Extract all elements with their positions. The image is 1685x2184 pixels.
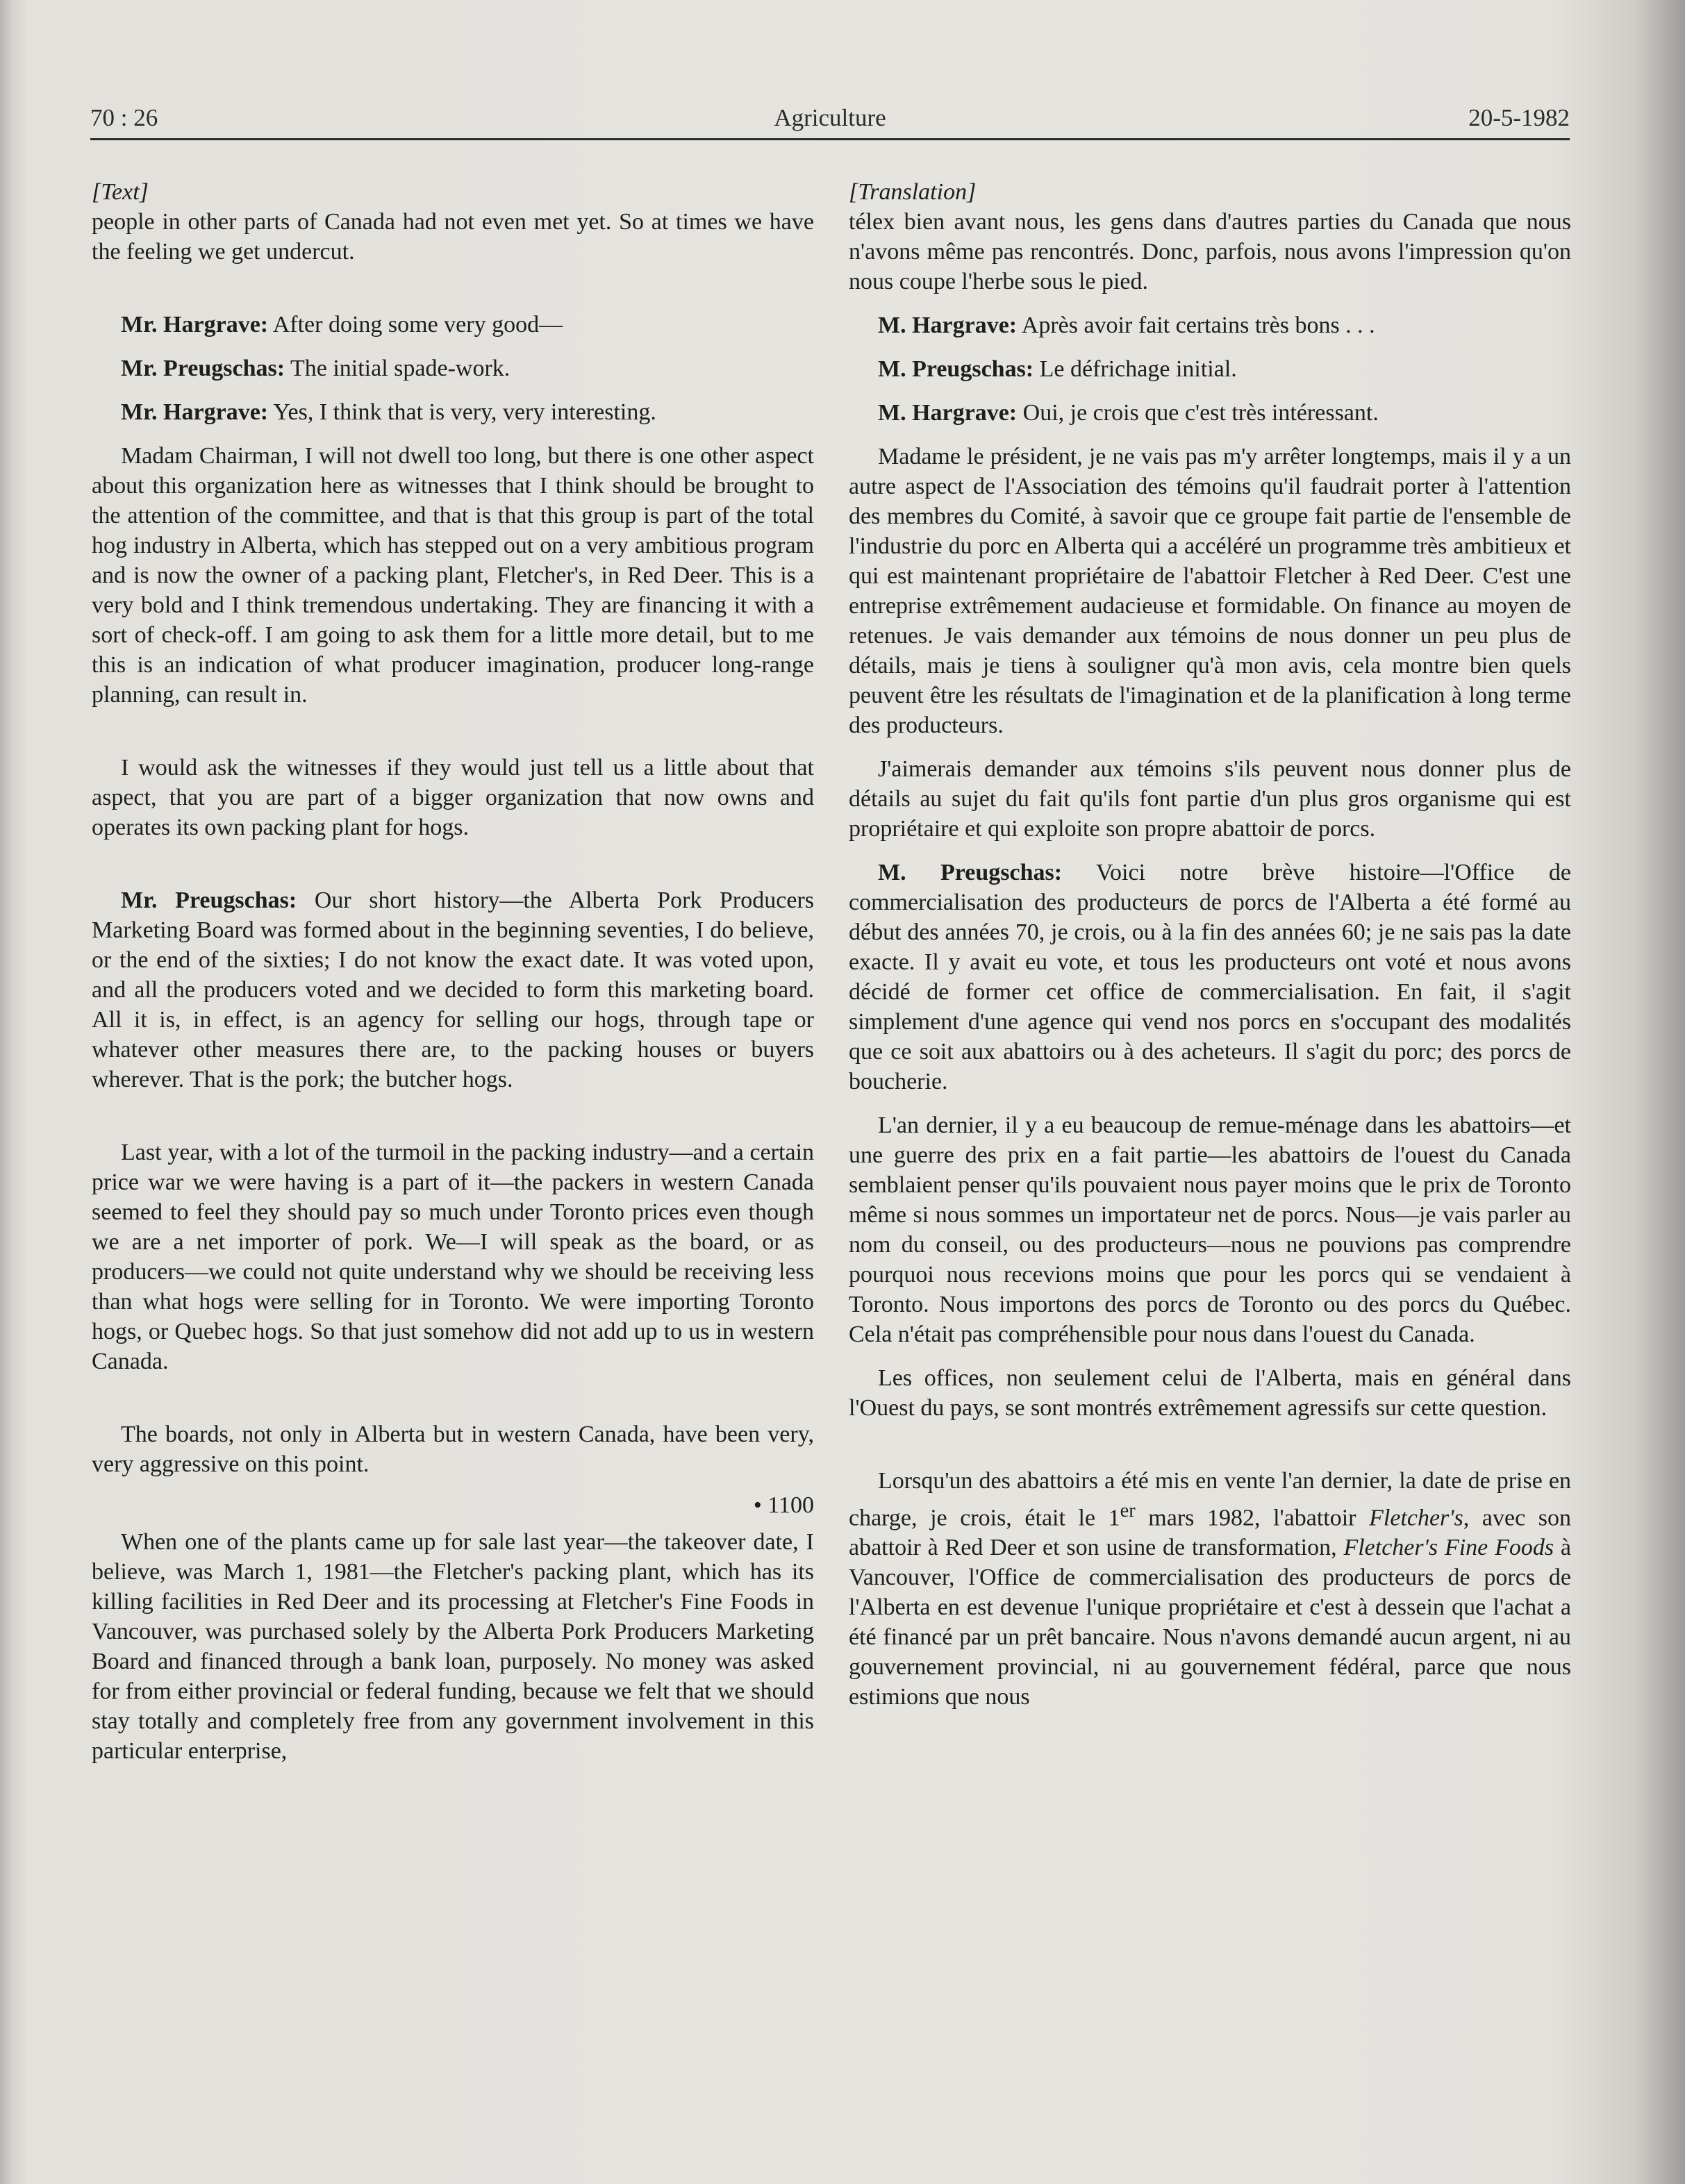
french-column — [849, 177, 1571, 1726]
paragraph: Les offices, non seulement celui de l'Alberta, mais en général dans l'Ouest du pays, se sont montrés extrêmement agressifs sur cette question. — [849, 1365, 1571, 1421]
running-title: Agriculture — [774, 104, 886, 131]
dialogue-line — [92, 353, 814, 383]
speech-text: Oui, je crois que c'est très intéressant. — [1017, 400, 1379, 426]
paragraph: Last year, with a lot of the turmoil in the packing industry—and a certain price war we were having is a part of it—the packers in western Canada seemed to feel they should pay so much under Toronto prices even though we are a net importer of pork. We—I will speak as the board, or as producers—we could not quite understand why we should be receiving less than what hogs were selling for in Toronto. We were importing Toronto hogs, or Quebec hogs. So that just somehow did not add up to us in western Canada. — [92, 1140, 814, 1374]
speech-text: After doing some very good— — [268, 312, 563, 337]
speaker-name: M. Hargrave: — [878, 312, 1018, 338]
paragraph: télex bien avant nous, les gens dans d'autres parties du Canada que nous n'avons même pas rencontrés. Donc, parfois, nous avons l'impression qu'on nous coupe l'herbe sous le pied. — [849, 209, 1571, 294]
speech-text: Le défrichage initial. — [1034, 356, 1237, 382]
speech-text: The initial spade-work. — [285, 356, 511, 381]
dialogue-line — [92, 885, 814, 1094]
speaker-name: M. Preugschas: — [878, 356, 1034, 382]
paragraph: Madame le président, je ne vais pas m'y arrêter longtemps, mais il y a un autre aspect de l'Association des témoins qu'il faudrait porter à l'attention des membres du Comité, à savoir que ce groupe fait partie de l'ensemble de l'industrie du porc en Alberta qui a accéléré un programme très ambitieux et qui est maintenant propriétaire de l'abattoir Fletcher à Red Deer. C'est une entreprise extrêmement audacieuse et formidable. On finance au moyen de retenues. Je vais demander aux témoins de nous donner un peu plus de détails, mais je tiens à souligner qu'à mon avis, cela montre bien quels peuvent être les résultats de l'imagination et de la planification à long terme des producteurs. — [849, 444, 1571, 738]
paragraph: Madam Chairman, I will not dwell too long, but there is one other aspect about this organization here as witnesses that I think should be brought to the attention of the committee, and that is that this group is part of the total hog industry in Alberta, which has stepped out on a very ambitious program and is now the owner of a packing plant, Fletcher's, in Red Deer. This is a very bold and I think tremendous undertaking. They are financing it with a sort of check-off. I am going to ask them for a little more detail, but to me this is an indication of what producer imagination, producer long-range planning, can result in. — [92, 443, 814, 708]
text-run: , avec son abattoir à Red Deer et son usine de transformation, — [849, 1505, 1571, 1561]
page-header — [90, 104, 1570, 136]
superscript: er — [1120, 1500, 1136, 1522]
speaker-name: Mr. Hargrave: — [121, 312, 269, 337]
speaker-name: Mr. Preugschas: — [121, 887, 297, 913]
page-number: 70 : 26 — [90, 104, 158, 131]
time-marker: • 1100 — [753, 1492, 814, 1518]
column-label: [Translation] — [849, 179, 977, 205]
header-rule — [90, 138, 1570, 140]
english-column — [92, 177, 814, 1780]
paragraph: When one of the plants came up for sale last year—the takeover date, I believe, was March 1, 1981—the Fletcher's packing plant, which has its killing facilities in Red Deer and its processing at Fletcher's Fine Foods in Vancouver, was purchased solely by the Alberta Pork Producers Marketing Board and financed through a bank loan, purposely. No money was asked for from either provincial or federal funding, because we felt that we should stay totally and completely free from any government involvement in this particular enterprise, — [92, 1529, 814, 1764]
italic-name: Fletcher's Fine Foods — [1343, 1535, 1554, 1561]
paragraph: people in other parts of Canada had not even met yet. So at times we have the feeling we get undercut. — [92, 209, 814, 265]
dialogue-line — [92, 397, 814, 427]
paragraph — [849, 1466, 1571, 1712]
dialogue-line — [849, 354, 1571, 384]
text-run: mars 1982, l'abattoir — [1135, 1505, 1370, 1531]
speech-text: Voici notre brève histoire—l'Office de commercialisation des producteurs de porcs de l'Alberta a été formé au début des années 70, je crois, ou à la fin des années 60; je ne sais pas la date exacte. Il y avait eu vote, et tous les producteurs ont voté et nous avons décidé de former cet office de commercialisation. En fait, il s'agit simplement d'une agence qui vend nos porcs en s'occupant des modalités que ce soit aux abattoirs ou à des acheteurs. Il s'agit du porc; des porcs de boucherie. — [849, 860, 1571, 1094]
speech-text: Yes, I think that is very, very interesting. — [268, 399, 656, 425]
speaker-name: M. Hargrave: — [878, 400, 1018, 426]
speaker-name: Mr. Preugschas: — [121, 356, 285, 381]
column-label: [Text] — [92, 179, 149, 205]
dialogue-line — [849, 310, 1571, 340]
speaker-name: M. Preugschas: — [878, 860, 1063, 885]
paragraph: The boards, not only in Alberta but in western Canada, have been very, very aggressive on this point. — [92, 1422, 814, 1477]
dialogue-line — [92, 310, 814, 340]
italic-name: Fletcher's — [1369, 1505, 1463, 1531]
text-run: à Vancouver, l'Office de commercialisation des producteurs de porcs de l'Alberta en est devenue l'unique propriétaire et c'est à dessein que l'achat a été financé par un prêt bancaire. Nous n'avons demandé aucun argent, ni au gouvernement provincial, ni au gouvernement fédéral, parce que nous estimions que nous — [849, 1535, 1571, 1710]
speaker-name: Mr. Hargrave: — [121, 399, 269, 425]
text-run: Lorsqu'un des abattoirs a été mis en vente l'an dernier, la date de prise en charge, je crois, était le 1 — [849, 1468, 1571, 1531]
speech-text: Après avoir fait certains très bons . . . — [1017, 312, 1375, 338]
paragraph: I would ask the witnesses if they would just tell us a little about that aspect, that you are part of a bigger organization that now owns and operates its own packing plant for hogs. — [92, 755, 814, 840]
paragraph: J'aimerais demander aux témoins s'ils peuvent nous donner plus de détails au sujet du fait qu'ils font partie d'un plus gros organisme qui est propriétaire et qui exploite son propre abattoir de porcs. — [849, 756, 1571, 842]
speech-text: Our short history—the Alberta Pork Producers Marketing Board was formed about in the beginning seventies, I do believe, or the end of the sixties; I do not know the exact date. It was voted upon, and all the producers voted and we decided to form this marketing board. All it is, in effect, is an agency for selling our hogs, through tape or whatever other measures there are, to the packing houses or buyers wherever. That is the pork; the butcher hogs. — [92, 887, 814, 1092]
dialogue-line — [849, 858, 1571, 1097]
header-date: 20-5-1982 — [1468, 104, 1570, 131]
paragraph: L'an dernier, il y a eu beaucoup de remue-ménage dans les abattoirs—et une guerre des prix en a fait partie—les abattoirs de l'ouest du Canada semblaient penser qu'ils pouvaient nous payer moins que le prix de Toronto même si nous sommes un importateur net de porcs. Nous—je vais parler au nom du conseil, ou des producteurs—nous ne pouvions pas comprendre pourquoi nous recevions moins que pour les porcs qui se vendaient à Toronto. Nous importons des porcs de Toronto ou des porcs du Québec. Cela n'était pas compréhensible pour nous dans l'ouest du Canada. — [849, 1112, 1571, 1347]
dialogue-line — [849, 398, 1571, 428]
